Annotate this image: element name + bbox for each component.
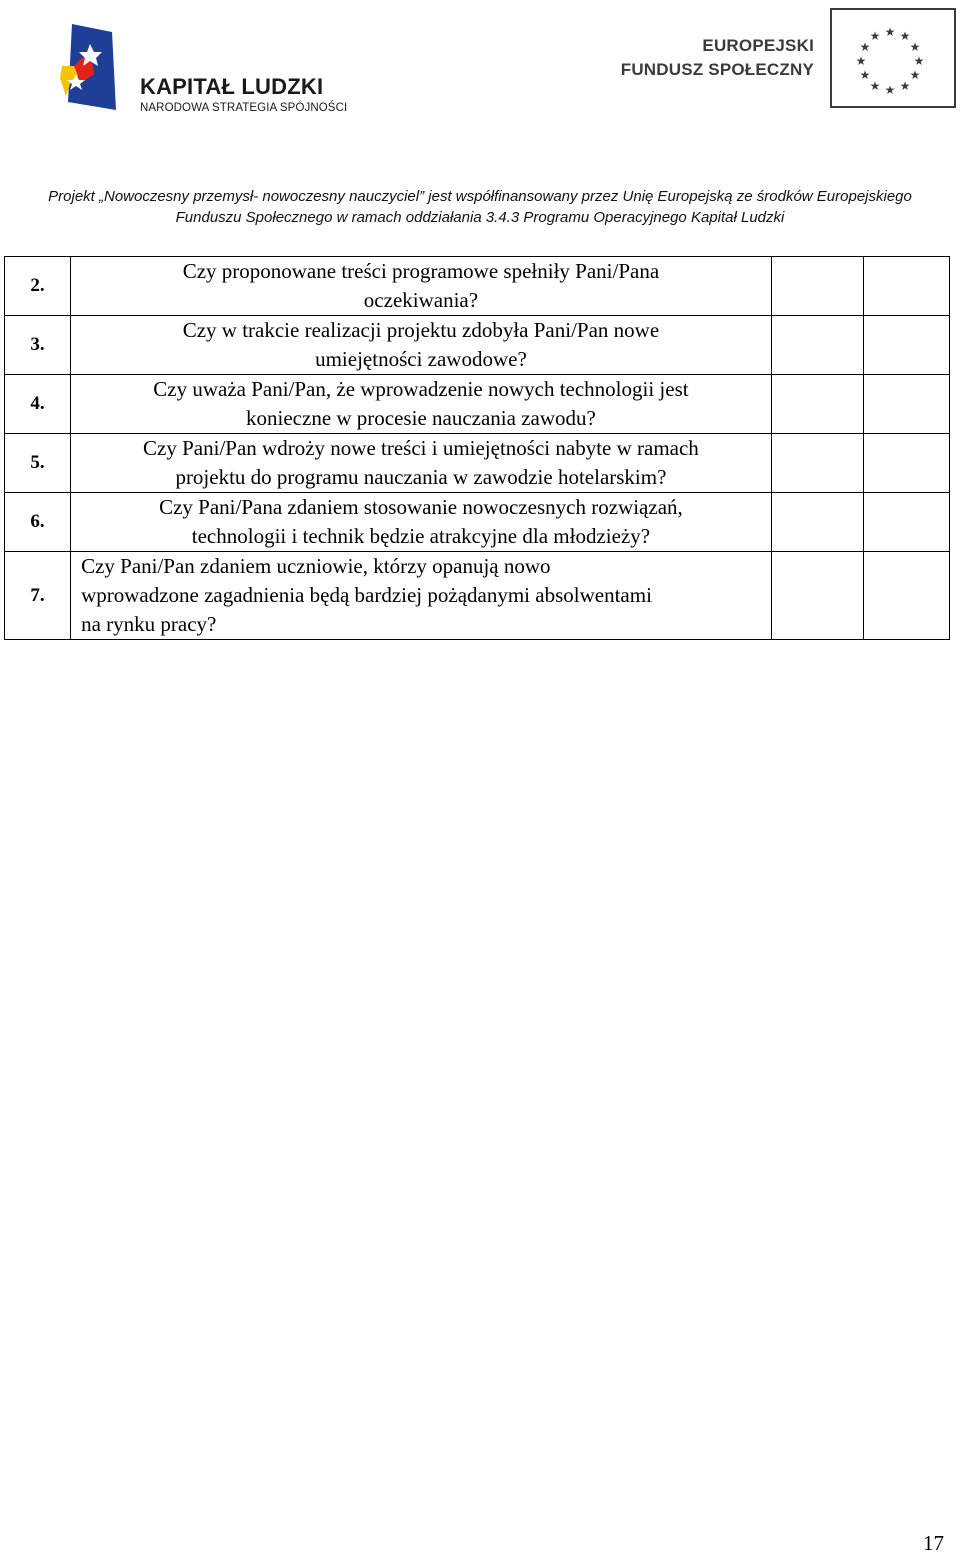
svg-text:★: ★ bbox=[869, 29, 881, 43]
answer-cell[interactable] bbox=[863, 434, 949, 493]
answer-cell[interactable] bbox=[863, 375, 949, 434]
question-line: na rynku pracy? bbox=[81, 612, 217, 636]
kapital-ludzki-title: KAPITAŁ LUDZKI bbox=[140, 74, 324, 99]
answer-cell[interactable] bbox=[863, 316, 949, 375]
answer-cell[interactable] bbox=[771, 375, 863, 434]
kapital-ludzki-logo bbox=[60, 22, 360, 114]
question-line: umiejętności zawodowe? bbox=[315, 347, 527, 371]
project-note-line2: Funduszu Społecznego w ramach oddziałania 3.4.3 Programu Operacyjnego Kapitał Ludzki bbox=[175, 209, 785, 226]
svg-text:★: ★ bbox=[899, 79, 911, 93]
table-row bbox=[5, 375, 950, 434]
question-line: technologii i technik będzie atrakcyjne dla młodzieży? bbox=[191, 524, 651, 548]
svg-text:★: ★ bbox=[909, 68, 921, 82]
answer-cell[interactable] bbox=[771, 552, 863, 640]
question-number: 3. bbox=[5, 316, 71, 375]
svg-text:★: ★ bbox=[884, 25, 896, 39]
question-line: oczekiwania? bbox=[363, 288, 479, 312]
answer-cell[interactable] bbox=[771, 493, 863, 552]
efs-logo bbox=[620, 8, 960, 112]
question-line: Czy uważa Pani/Pan, że wprowadzenie nowych technologii jest bbox=[153, 377, 689, 401]
questionnaire-table bbox=[4, 256, 950, 640]
efs-title-line1: EUROPEJSKI bbox=[702, 36, 814, 55]
kapital-ludzki-emblem-icon bbox=[60, 22, 132, 114]
question-line: wprowadzone zagadnienia będą bardziej pożądanymi absolwentami bbox=[81, 583, 652, 607]
question-text bbox=[71, 552, 772, 640]
question-line: Czy proponowane treści programowe spełniły Pani/Pana bbox=[182, 259, 660, 283]
table-row bbox=[5, 316, 950, 375]
question-number: 7. bbox=[5, 552, 71, 640]
svg-text:★: ★ bbox=[859, 68, 871, 82]
question-line: Czy Pani/Pan zdaniem uczniowie, którzy opanują nowo bbox=[81, 554, 551, 578]
table-row bbox=[5, 552, 950, 640]
answer-cell[interactable] bbox=[771, 434, 863, 493]
question-line: projektu do programu nauczania w zawodzie hotelarskim? bbox=[175, 465, 667, 489]
project-cofinancing-note bbox=[0, 186, 960, 228]
question-line: Czy Pani/Pana zdaniem stosowanie nowoczesnych rozwiązań, bbox=[159, 495, 683, 519]
svg-text:★: ★ bbox=[869, 79, 881, 93]
svg-text:★: ★ bbox=[899, 29, 911, 43]
question-line: konieczne w procesie nauczania zawodu? bbox=[246, 406, 596, 430]
question-number: 4. bbox=[5, 375, 71, 434]
eu-flag-icon bbox=[830, 8, 956, 108]
svg-text:★: ★ bbox=[855, 54, 867, 68]
table-row bbox=[5, 434, 950, 493]
table-row bbox=[5, 257, 950, 316]
page-number: 17 bbox=[923, 1531, 944, 1555]
kapital-ludzki-subtitle: NARODOWA STRATEGIA SPÓJNOŚCI bbox=[140, 102, 348, 114]
svg-text:★: ★ bbox=[884, 83, 896, 97]
svg-text:★: ★ bbox=[859, 40, 871, 54]
answer-cell[interactable] bbox=[771, 257, 863, 316]
answer-cell[interactable] bbox=[863, 493, 949, 552]
table-row bbox=[5, 493, 950, 552]
svg-text:★: ★ bbox=[913, 54, 925, 68]
svg-text:★: ★ bbox=[909, 40, 921, 54]
question-text bbox=[71, 375, 772, 434]
question-number: 2. bbox=[5, 257, 71, 316]
question-text bbox=[71, 316, 772, 375]
answer-cell[interactable] bbox=[771, 316, 863, 375]
question-text bbox=[71, 257, 772, 316]
question-number: 6. bbox=[5, 493, 71, 552]
answer-cell[interactable] bbox=[863, 552, 949, 640]
answer-cell[interactable] bbox=[863, 257, 949, 316]
question-text bbox=[71, 493, 772, 552]
question-line: Czy Pani/Pan wdroży nowe treści i umiejętności nabyte w ramach bbox=[143, 436, 699, 460]
efs-title-line2: FUNDUSZ SPOŁECZNY bbox=[620, 60, 814, 79]
eu-stars-icon bbox=[832, 10, 954, 106]
project-note-line1: Projekt „Nowoczesny przemysł- nowoczesny nauczyciel” jest współfinansowany przez Unię Europejską ze środków Europejskiego bbox=[48, 188, 912, 205]
question-line: Czy w trakcie realizacji projektu zdobyła Pani/Pan nowe bbox=[182, 318, 660, 342]
question-text bbox=[71, 434, 772, 493]
question-number: 5. bbox=[5, 434, 71, 493]
